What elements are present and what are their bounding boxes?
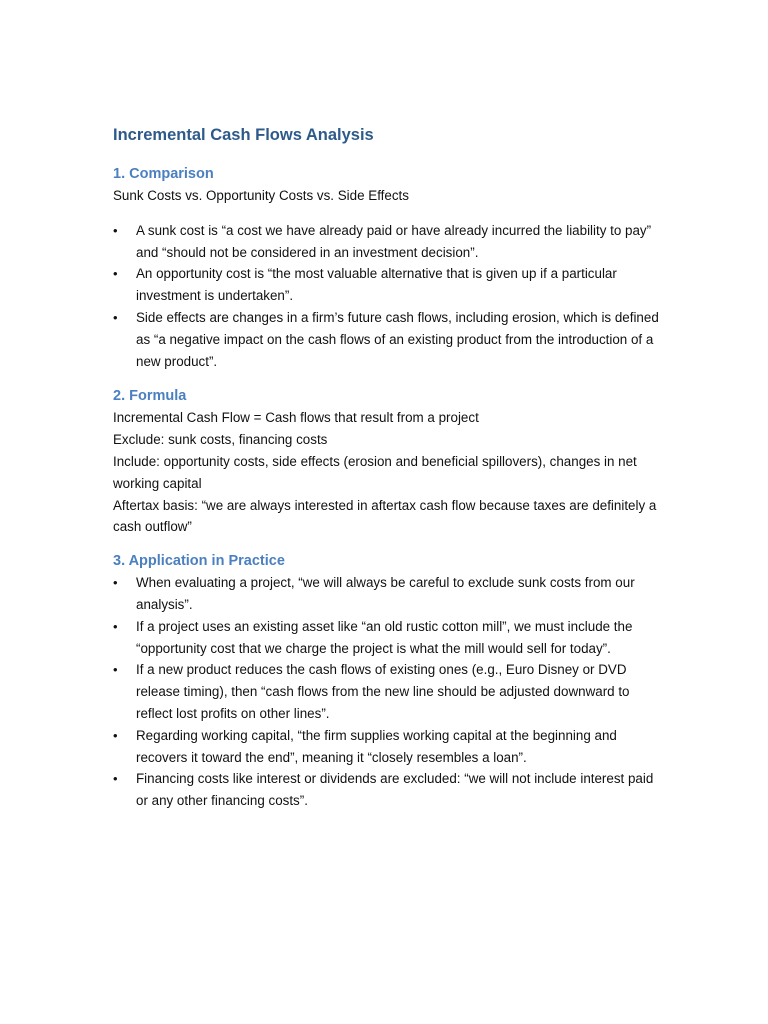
section-formula <box>113 385 661 538</box>
section-application <box>113 550 661 812</box>
bullet-icon: • <box>113 309 118 325</box>
document-title: Incremental Cash Flows Analysis <box>113 126 374 144</box>
bullet-item <box>113 616 661 660</box>
bullet-icon: • <box>113 771 118 787</box>
formula-line: Include: opportunity costs, side effects (erosion and beneficial spillovers), changes in net working capital <box>113 453 637 491</box>
bullet-icon: • <box>113 727 118 743</box>
section-heading: 1. Comparison <box>113 166 214 182</box>
bullet-list <box>113 572 661 812</box>
formula-line: Aftertax basis: “we are always interested in aftertax cash flow because taxes are definitely a cash outflow” <box>113 497 657 535</box>
bullet-item <box>113 263 661 307</box>
bullet-list <box>113 220 661 373</box>
bullet-text: A sunk cost is “a cost we have already paid or have already incurred the liability to pay” and “should not be considered in an investment decision”. <box>136 222 652 260</box>
bullet-item <box>113 572 661 616</box>
bullet-text: If a project uses an existing asset like “an old rustic cotton mill”, we must include the “opportunity cost that we charge the project is what the mill would sell for today”. <box>136 618 633 656</box>
formula-line: Exclude: sunk costs, financing costs <box>113 432 328 448</box>
bullet-item <box>113 220 661 264</box>
bullet-item <box>113 768 661 812</box>
section-comparison <box>113 163 661 372</box>
bullet-text: An opportunity cost is “the most valuable alternative that is given up if a particular investment is undertaken”. <box>136 266 617 304</box>
bullet-icon: • <box>113 222 118 238</box>
bullet-text: Side effects are changes in a firm’s future cash flows, including erosion, which is defined as “a negative impact on the cash flows of an existing product from the introduction of a new product”. <box>136 309 659 369</box>
bullet-icon: • <box>113 662 118 678</box>
bullet-text: Regarding working capital, “the firm supplies working capital at the beginning and recovers it toward the end”, meaning it “closely resembles a loan”. <box>136 727 617 765</box>
bullet-item <box>113 659 661 724</box>
section-subtitle: Sunk Costs vs. Opportunity Costs vs. Side Effects <box>113 188 409 203</box>
bullet-item <box>113 725 661 769</box>
bullet-text: If a new product reduces the cash flows of existing ones (e.g., Euro Disney or DVD release timing), then “cash flows from the new line should be adjusted downward to reflect lost profits on other lines”. <box>136 662 630 721</box>
formula-line: Incremental Cash Flow = Cash flows that result from a project <box>113 410 479 426</box>
document-page <box>113 124 661 812</box>
bullet-icon: • <box>113 575 118 591</box>
bullet-icon: • <box>113 618 118 634</box>
bullet-text: When evaluating a project, “we will always be careful to exclude sunk costs from our analysis”. <box>136 575 635 612</box>
section-heading: 3. Application in Practice <box>113 553 285 570</box>
section-heading: 2. Formula <box>113 388 187 405</box>
bullet-icon: • <box>113 266 118 282</box>
bullet-text: Financing costs like interest or dividends are excluded: “we will not include interest paid or any other financing costs”. <box>136 771 654 809</box>
bullet-item <box>113 307 661 372</box>
